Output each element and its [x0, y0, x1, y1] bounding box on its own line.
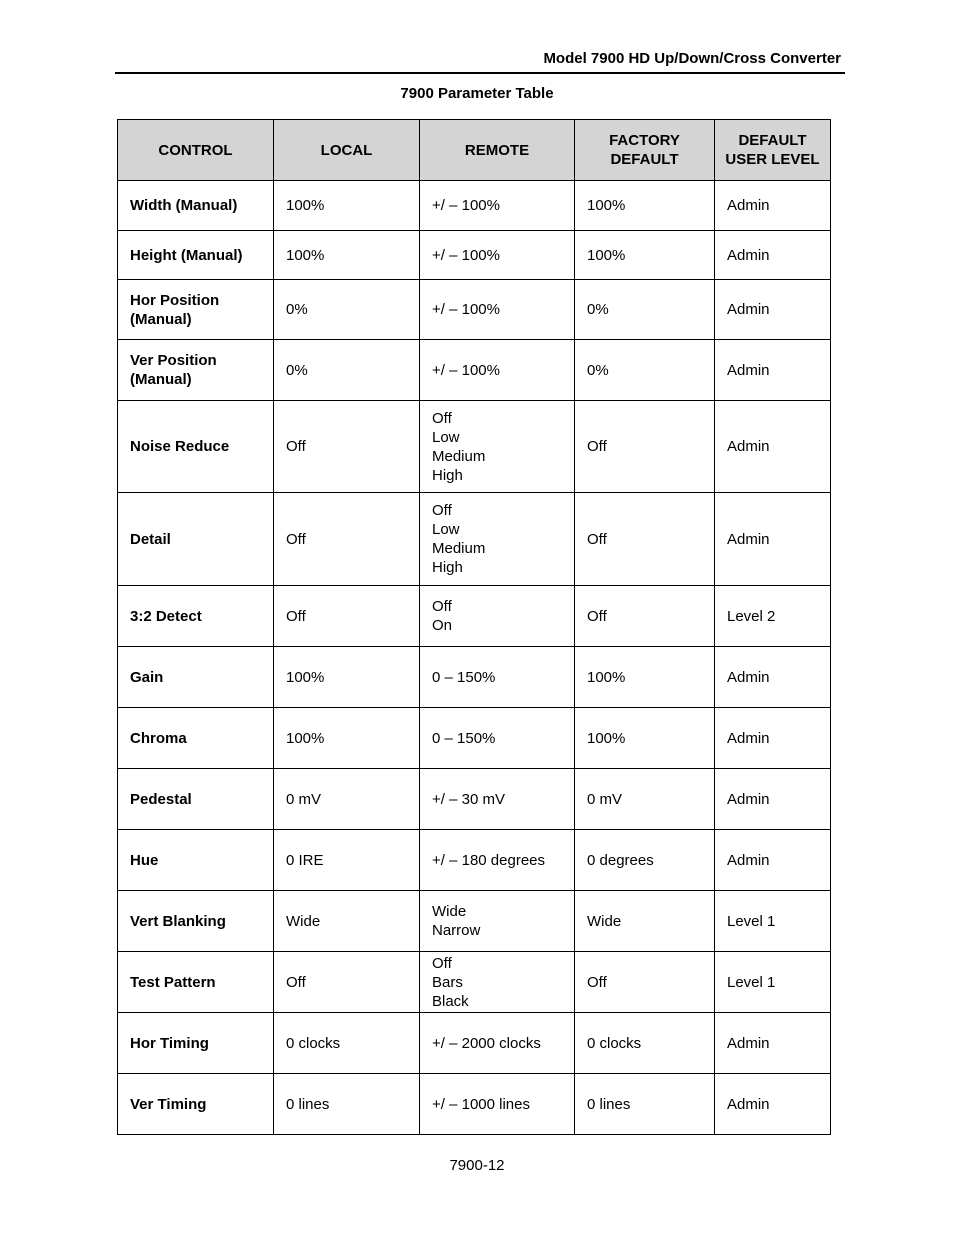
cell-control: Width (Manual)	[118, 181, 274, 231]
cell-local: Wide	[274, 891, 420, 952]
cell-control: Pedestal	[118, 769, 274, 830]
cell-control: Ver Position (Manual)	[118, 340, 274, 401]
cell-local: Off	[274, 586, 420, 647]
cell-local: 0%	[274, 340, 420, 401]
cell-local: 100%	[274, 181, 420, 231]
cell-factory-default: 0 clocks	[575, 1013, 715, 1074]
cell-control: 3:2 Detect	[118, 586, 274, 647]
cell-local: Off	[274, 493, 420, 586]
cell-remote: +/ – 180 degrees	[420, 830, 575, 891]
cell-factory-default: Off	[575, 952, 715, 1013]
cell-control: Ver Timing	[118, 1074, 274, 1135]
table-row	[118, 708, 831, 769]
cell-user-level: Admin	[715, 231, 831, 280]
cell-factory-default: 0%	[575, 280, 715, 340]
cell-factory-default: Off	[575, 586, 715, 647]
column-header-remote: REMOTE	[420, 120, 575, 181]
table-row	[118, 280, 831, 340]
cell-user-level: Admin	[715, 280, 831, 340]
cell-remote: +/ – 1000 lines	[420, 1074, 575, 1135]
cell-user-level: Admin	[715, 708, 831, 769]
table-row	[118, 493, 831, 586]
cell-local: Off	[274, 401, 420, 493]
cell-remote: +/ – 100%	[420, 181, 575, 231]
cell-local: 100%	[274, 647, 420, 708]
table-row	[118, 952, 831, 1013]
cell-user-level: Admin	[715, 1074, 831, 1135]
cell-user-level: Admin	[715, 493, 831, 586]
cell-remote: Off Low Medium High	[420, 493, 575, 586]
cell-factory-default: 100%	[575, 181, 715, 231]
cell-remote: +/ – 100%	[420, 280, 575, 340]
table-header-row	[118, 120, 831, 181]
cell-remote: 0 – 150%	[420, 647, 575, 708]
cell-user-level: Admin	[715, 830, 831, 891]
cell-factory-default: 0%	[575, 340, 715, 401]
table-title: 7900 Parameter Table	[400, 85, 554, 102]
document-title: Model 7900 HD Up/Down/Cross Converter	[543, 50, 841, 67]
cell-local: 0 IRE	[274, 830, 420, 891]
cell-user-level: Level 1	[715, 891, 831, 952]
cell-factory-default: 0 degrees	[575, 830, 715, 891]
cell-control: Hor Position (Manual)	[118, 280, 274, 340]
cell-local: 0%	[274, 280, 420, 340]
cell-factory-default: Wide	[575, 891, 715, 952]
cell-control: Hor Timing	[118, 1013, 274, 1074]
cell-factory-default: 100%	[575, 708, 715, 769]
cell-control: Hue	[118, 830, 274, 891]
cell-remote: Wide Narrow	[420, 891, 575, 952]
cell-remote: 0 – 150%	[420, 708, 575, 769]
cell-control: Vert Blanking	[118, 891, 274, 952]
cell-control: Gain	[118, 647, 274, 708]
cell-user-level: Level 2	[715, 586, 831, 647]
column-header-factory-default: FACTORY DEFAULT	[575, 120, 715, 181]
page-number: 7900-12	[449, 1157, 505, 1174]
cell-local: 100%	[274, 708, 420, 769]
column-header-local: LOCAL	[274, 120, 420, 181]
table-row	[118, 891, 831, 952]
cell-control: Detail	[118, 493, 274, 586]
cell-local: Off	[274, 952, 420, 1013]
cell-control: Noise Reduce	[118, 401, 274, 493]
table-row	[118, 769, 831, 830]
cell-remote: Off Low Medium High	[420, 401, 575, 493]
page-header	[115, 48, 845, 74]
cell-remote: +/ – 100%	[420, 340, 575, 401]
cell-user-level: Admin	[715, 181, 831, 231]
table-row	[118, 1074, 831, 1135]
table-row	[118, 647, 831, 708]
cell-factory-default: 0 mV	[575, 769, 715, 830]
cell-local: 100%	[274, 231, 420, 280]
cell-factory-default: Off	[575, 493, 715, 586]
cell-user-level: Admin	[715, 340, 831, 401]
cell-local: 0 mV	[274, 769, 420, 830]
cell-control: Test Pattern	[118, 952, 274, 1013]
cell-remote: +/ – 100%	[420, 231, 575, 280]
cell-factory-default: 100%	[575, 231, 715, 280]
parameter-table	[117, 119, 831, 1135]
cell-user-level: Admin	[715, 769, 831, 830]
table-row	[118, 401, 831, 493]
table-row	[118, 1013, 831, 1074]
cell-user-level: Admin	[715, 1013, 831, 1074]
cell-user-level: Admin	[715, 401, 831, 493]
table-row	[118, 340, 831, 401]
table-row	[118, 181, 831, 231]
cell-local: 0 clocks	[274, 1013, 420, 1074]
cell-remote: +/ – 2000 clocks	[420, 1013, 575, 1074]
column-header-control: CONTROL	[118, 120, 274, 181]
table-row	[118, 586, 831, 647]
cell-local: 0 lines	[274, 1074, 420, 1135]
cell-control: Height (Manual)	[118, 231, 274, 280]
cell-control: Chroma	[118, 708, 274, 769]
cell-remote: Off On	[420, 586, 575, 647]
column-header-default-user-level: DEFAULT USER LEVEL	[715, 120, 831, 181]
cell-user-level: Admin	[715, 647, 831, 708]
cell-factory-default: 100%	[575, 647, 715, 708]
cell-remote: +/ – 30 mV	[420, 769, 575, 830]
table-row	[118, 231, 831, 280]
cell-factory-default: Off	[575, 401, 715, 493]
cell-remote: Off Bars Black	[420, 952, 575, 1013]
cell-factory-default: 0 lines	[575, 1074, 715, 1135]
cell-user-level: Level 1	[715, 952, 831, 1013]
table-row	[118, 830, 831, 891]
